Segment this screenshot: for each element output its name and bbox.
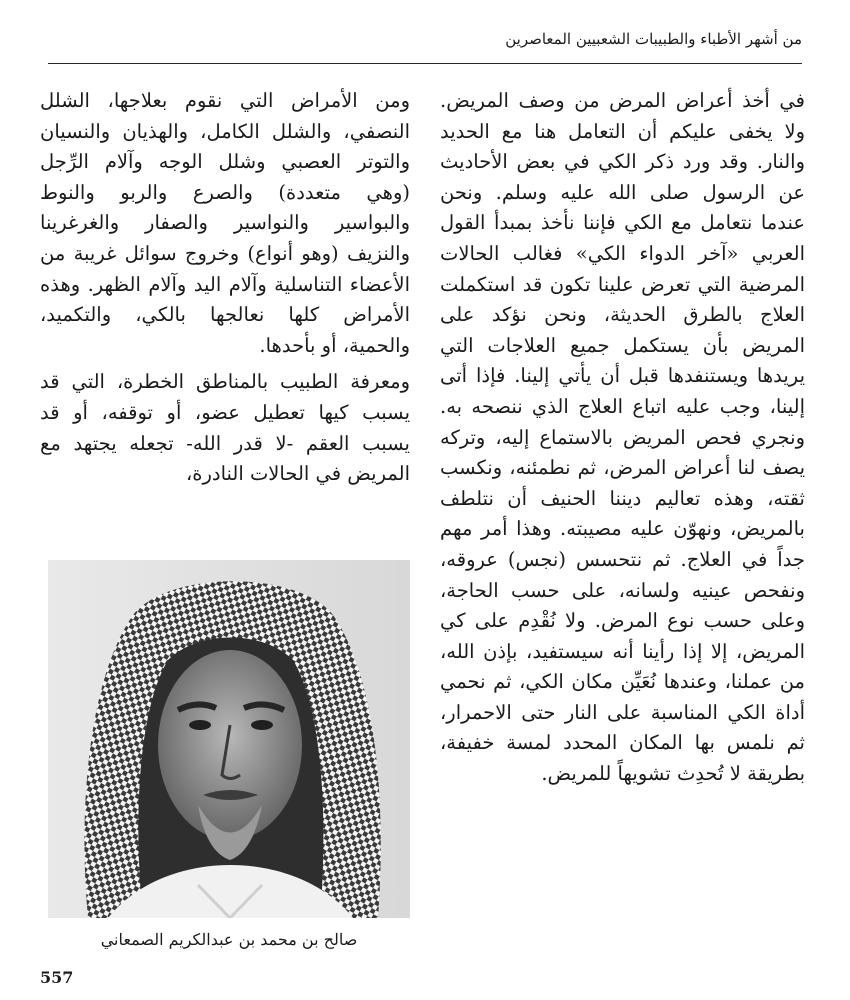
page-number: 557 [40,968,74,987]
body-paragraph: ومن الأمراض التي نقوم بعلاجها، الشلل النصفي، والشلل الكامل، والهذيان والنسيان والتوتر العصبي وشلل الوجه وآلام الرِّجل (وهي متعددة) والصرع والربو والنوط والبواسير والنواسير والصفار والغرغرينا والنزيف (وهو أنواع) وخروج سوائل غريبة من الأعضاء التناسلية وآلام اليد وآلام الظهر. وهذه الأمراض كلها نعالجها بالكي، والتكميد، والحمية، أو بأحدها. [40,89,410,357]
running-header: من أشهر الأطباء والطبيبات الشعبيين المعاصرين [505,30,802,48]
left-column [40,86,410,490]
photo-caption: صالح بن محمد بن عبدالكريم الصمعاني [100,930,358,949]
body-paragraph: في أخذ أعراض المرض من وصف المريض. ولا يخفى عليكم أن التعامل هنا مع الحديد والنار. وقد ورد ذكر الكي في بعض الأحاديث عن الرسول صلى الله عليه وسلم. ونحن عندما نتعامل مع الكي فإننا نأخذ بمبدأ القول العربي «آخر الدواء الكي» فغالب الحالات المرضية التي تعرض علينا تكون قد استكملت العلاج بالطرق الحديثة، ونحن نؤكد على المريض بأن يستكمل جميع العلاجات التي يريدها ويستنفدها قبل أن يأتي إلينا. فإذا أتى إلينا، وجب عليه اتباع العلاج الذي ننصحه به. ونجري فحص المريض بالاستماع إليه، وتركه يصف لنا أعراض المرض، ثم نطمئنه، ونكسب ثقته، وهذه تعاليم ديننا الحنيف أن نتلطف بالمريض، ونهوّن عليه مصيبته. وهذا أمر مهم جداً في العلاج. ثم نتحسس (نجس) عروقه، ونفحص عينيه ولسانه، على حسب الحاجة، وعلى حسب نوع المرض. ولا نُقْدِم على كي المريض، إلا إذا رأينا أنه سيستفيد، بإذن الله، من عملنا، وعندها نُعَيِّن مكان الكي، ثم نحمي أداة الكي المناسبة على النار حتى الاحمرار، ثم نلمس بها المكان المحدد لمسة خفيفة، بطريقة لا تُحدِث تشويهاً للمريض. [440,89,805,786]
portrait-photo [48,560,410,918]
header-rule [48,63,802,64]
body-paragraph: ومعرفة الطبيب بالمناطق الخطرة، التي قد يسبب كيها تعطيل عضو، أو توقفه، أو قد يسبب العقم -لا قدر الله- تجعله يجتهد مع المريض في الحالات النادرة، [40,370,410,486]
portrait-illustration [48,560,410,918]
right-column [440,86,805,790]
